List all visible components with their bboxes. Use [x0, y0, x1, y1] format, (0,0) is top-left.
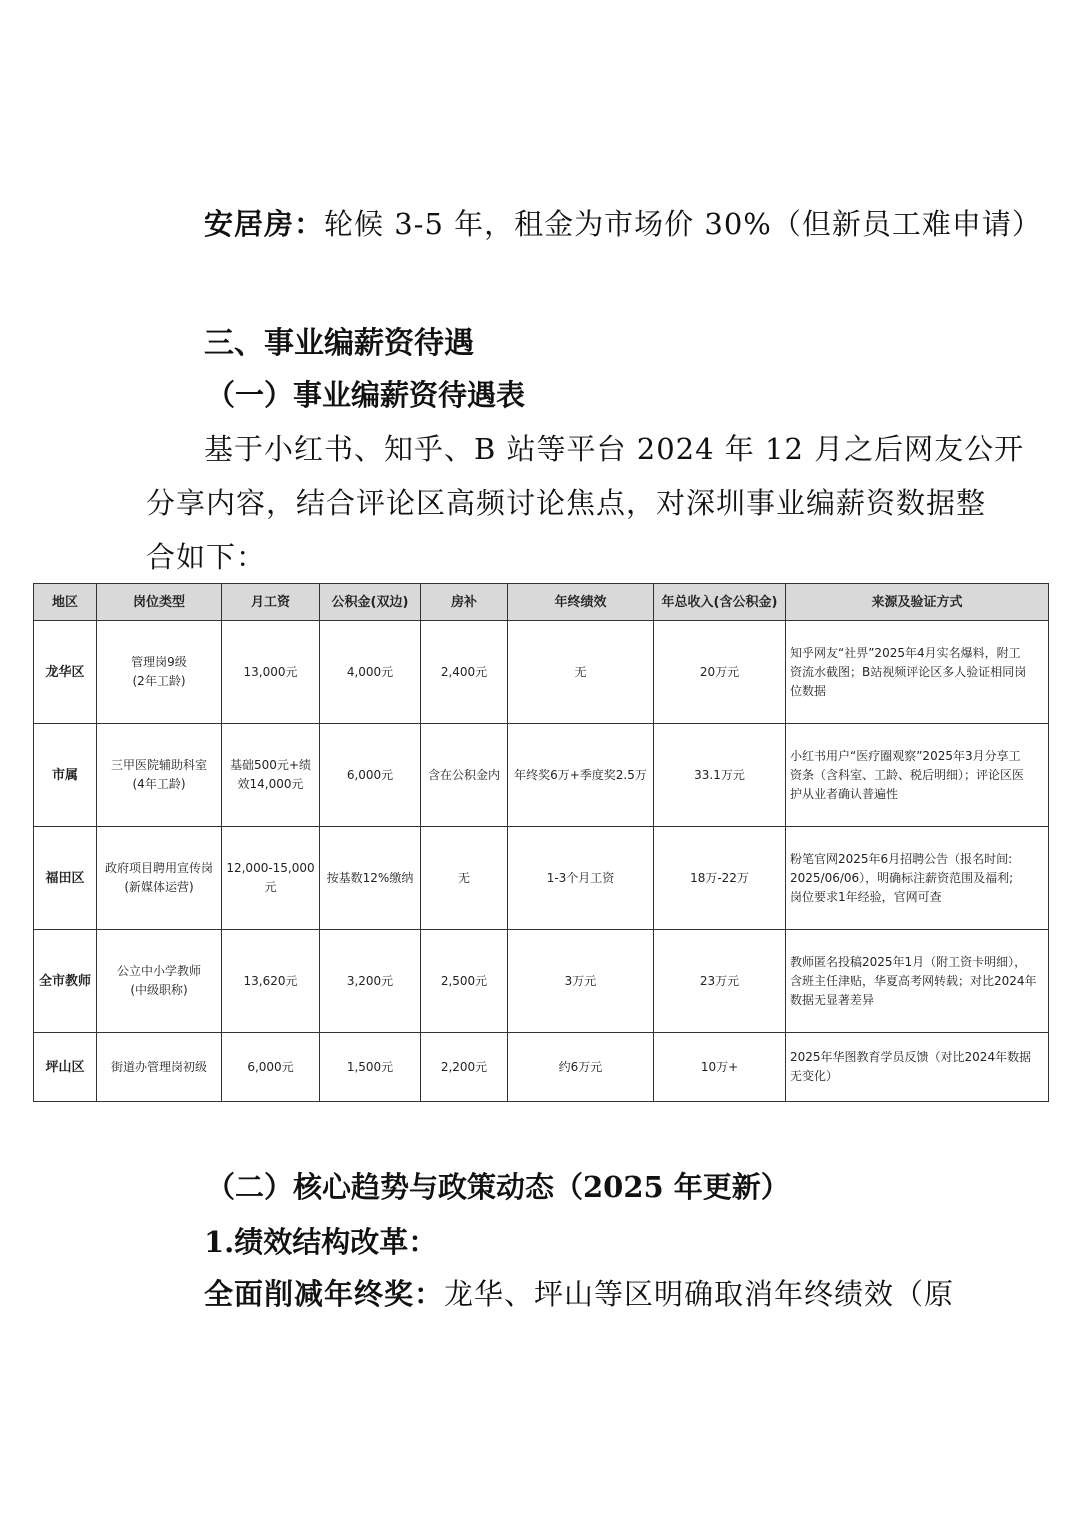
intro-line-1: 基于小红书、知乎、B 站等平台 2024 年 12 月之后网友公开 — [204, 432, 1025, 466]
monthly-line: 13,000元 — [243, 664, 298, 679]
housing-line — [204, 202, 1042, 243]
cell-source — [786, 621, 1049, 724]
cell-position — [97, 621, 222, 724]
header-housing: 房补 — [421, 584, 508, 621]
cell-source — [786, 724, 1049, 827]
section-3-title: 三、事业编薪资待遇 — [204, 326, 474, 361]
cell-housing: 2,200元 — [421, 1033, 508, 1102]
cell-annual: 20万元 — [654, 621, 786, 724]
source-line: 小红书用户“医疗圈观察”2025年3月分享工 — [790, 748, 1021, 763]
subsection-1-title: （一）事业编薪资待遇表 — [206, 378, 526, 412]
cell-housing: 2,400元 — [421, 621, 508, 724]
monthly-line: 效14,000元 — [237, 777, 304, 791]
position-title: 街道办管理岗初级 — [110, 1059, 207, 1074]
source-line: 2025年华图教育学员反馈（对比2024年数据 — [790, 1050, 1032, 1064]
table-header-row — [34, 584, 1049, 621]
point-1-text — [204, 1272, 954, 1313]
cell-bonus: 3万元 — [508, 930, 654, 1033]
header-annual: 年总收入(含公积金) — [654, 584, 786, 621]
cell-annual: 10万+ — [654, 1033, 786, 1102]
position-title: 政府项目聘用宣传岗 — [104, 861, 213, 875]
housing-label: 安居房： — [204, 207, 325, 241]
housing-text: 轮候 3-5 年，租金为市场价 30%（但新员工难申请） — [324, 207, 1042, 241]
position-note: (新媒体运营) — [124, 880, 194, 894]
cell-position — [97, 1033, 222, 1102]
cell-source — [786, 1033, 1049, 1102]
position-note: (中级职称) — [130, 983, 188, 997]
table-row — [34, 930, 1049, 1033]
cell-fund: 1,500元 — [320, 1033, 421, 1102]
cell-region: 坪山区 — [34, 1033, 97, 1102]
cell-bonus: 约6万元 — [508, 1033, 654, 1102]
table-row — [34, 1033, 1049, 1102]
header-fund: 公积金(双边) — [320, 584, 421, 621]
cell-position — [97, 827, 222, 930]
intro-line-2: 分享内容，结合评论区高频讨论焦点，对深圳事业编薪资数据整 — [146, 486, 987, 520]
position-title: 公立中小学教师 — [116, 964, 201, 978]
source-line: 护从业者确认普遍性 — [790, 786, 899, 801]
point-1-title: 1.绩效结构改革： — [204, 1225, 438, 1259]
position-title: 三甲医院辅助科室 — [110, 758, 207, 772]
position-note: (4年工龄) — [132, 777, 186, 791]
source-line: 知乎网友“社畀”2025年4月实名爆料，附工 — [790, 645, 1021, 660]
cell-monthly — [222, 724, 320, 827]
cell-housing: 无 — [421, 827, 508, 930]
monthly-line: 基础500元+绩 — [230, 758, 311, 772]
position-title: 管理岗9级 — [131, 655, 187, 669]
source-line: 数据无显著差异 — [790, 992, 875, 1007]
cell-housing: 含在公积金内 — [421, 724, 508, 827]
point-1-body: 龙华、坪山等区明确取消年终绩效（原 — [444, 1277, 955, 1311]
monthly-line: 13,620元 — [243, 973, 298, 988]
cell-source — [786, 827, 1049, 930]
position-note: (2年工龄) — [132, 674, 186, 688]
source-line: 教师匿名投稿2025年1月（附工资卡明细）， — [790, 954, 1027, 969]
cell-position — [97, 724, 222, 827]
header-source: 来源及验证方式 — [786, 584, 1049, 621]
cell-fund: 4,000元 — [320, 621, 421, 724]
source-line: 2025/06/06），明确标注薪资范围及福利; — [790, 870, 1014, 885]
salary-table — [33, 583, 1049, 1102]
cell-monthly — [222, 621, 320, 724]
cell-region: 全市教师 — [34, 930, 97, 1033]
header-monthly: 月工资 — [222, 584, 320, 621]
source-line: 粉笔官网2025年6月招聘公告（报名时间: — [790, 851, 1013, 866]
cell-region: 福田区 — [34, 827, 97, 930]
source-line: 位数据 — [790, 683, 827, 698]
cell-annual: 23万元 — [654, 930, 786, 1033]
source-line: 岗位要求1年经验，官网可查 — [790, 889, 942, 904]
source-line: 资流水截图；B站视频评论区多人验证相同岗 — [790, 664, 1027, 679]
table-row — [34, 827, 1049, 930]
table-row — [34, 621, 1049, 724]
header-position: 岗位类型 — [97, 584, 222, 621]
monthly-line: 12,000-15,000 — [226, 861, 315, 875]
cell-fund: 按基数12%缴纳 — [320, 827, 421, 930]
header-bonus: 年终绩效 — [508, 584, 654, 621]
cell-bonus: 无 — [508, 621, 654, 724]
cell-annual: 18万-22万 — [654, 827, 786, 930]
subsection-2-title: （二）核心趋势与政策动态（2025 年更新） — [206, 1170, 790, 1204]
table-row — [34, 724, 1049, 827]
cell-bonus: 年终奖6万+季度奖2.5万 — [508, 724, 654, 827]
cell-position — [97, 930, 222, 1033]
cell-annual: 33.1万元 — [654, 724, 786, 827]
source-line: 含班主任津贴，华夏高考网转载；对比2024年 — [790, 973, 1037, 988]
source-line: 无变化） — [790, 1069, 839, 1083]
cell-source — [786, 930, 1049, 1033]
intro-line-3: 合如下： — [146, 540, 267, 574]
cell-region: 龙华区 — [34, 621, 97, 724]
cell-bonus: 1-3个月工资 — [508, 827, 654, 930]
cell-monthly — [222, 1033, 320, 1102]
monthly-line: 6,000元 — [247, 1059, 294, 1074]
cell-housing: 2,500元 — [421, 930, 508, 1033]
monthly-line: 元 — [264, 880, 277, 894]
cell-region: 市属 — [34, 724, 97, 827]
cell-monthly — [222, 930, 320, 1033]
header-region: 地区 — [34, 584, 97, 621]
cell-fund: 6,000元 — [320, 724, 421, 827]
cell-monthly — [222, 827, 320, 930]
source-line: 资条（含科室、工龄、税后明细）；评论区医 — [790, 767, 1025, 782]
point-1-label: 全面削减年终奖： — [204, 1277, 445, 1311]
cell-fund: 3,200元 — [320, 930, 421, 1033]
